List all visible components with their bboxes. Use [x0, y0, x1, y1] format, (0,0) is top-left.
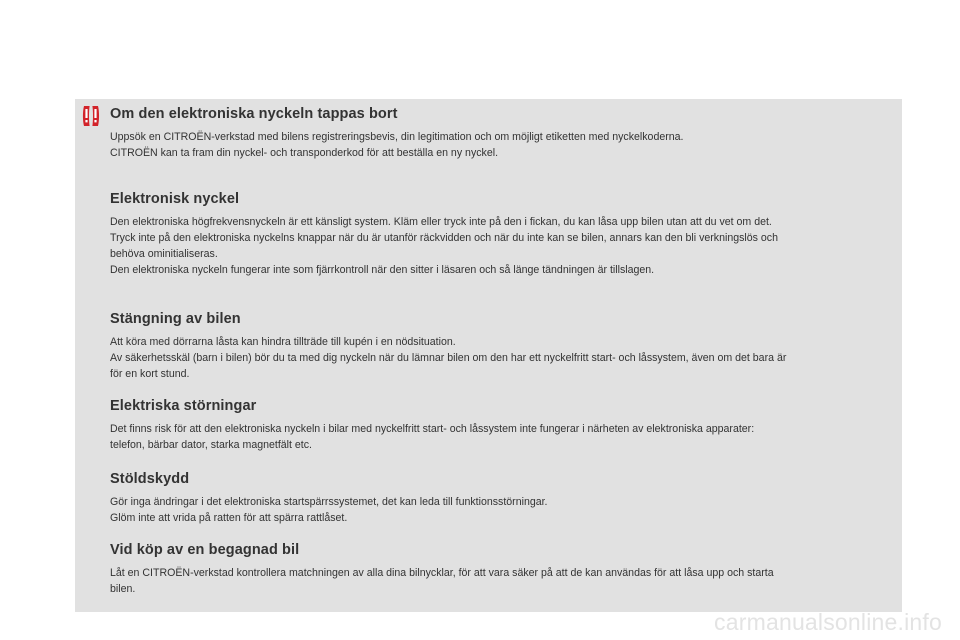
paragraph-line: CITROËN kan ta fram din nyckel- och transponderkod för att beställa en ny nyckel.: [110, 147, 499, 159]
section-heading: Elektronisk nyckel: [110, 191, 240, 207]
paragraph-line: för en kort stund.: [110, 368, 190, 380]
paragraph-line: Det finns risk för att den elektroniska nyckeln i bilar med nyckelfritt start- och låssystem inte fungerar i närheten av elektroniska apparater:: [110, 423, 755, 435]
section-used-car: [110, 542, 900, 597]
section-heading: Stängning av bilen: [110, 311, 241, 327]
section-lost-key: [110, 106, 900, 161]
paragraph-line: behöva ominitialiseras.: [110, 248, 218, 260]
paragraph-line: Gör inga ändringar i det elektroniska startspärrssystemet, det kan leda till funktionsstörningar.: [110, 496, 548, 508]
section-anti-theft: [110, 471, 900, 526]
paragraph-line: Den elektroniska högfrekvensnyckeln är ett känsligt system. Kläm eller tryck inte på den i fickan, du kan låsa upp bilen utan att du vet om det.: [110, 216, 772, 228]
warning-exclamation-icon: [82, 106, 100, 126]
watermark-text: carmanualsonline.info: [714, 609, 942, 635]
paragraph-line: Tryck inte på den elektroniska nyckelns knappar när du är utanför räckvidden och när du inte kan se bilen, annars kan den bli verkningslös och: [110, 232, 778, 244]
paragraph-line: telefon, bärbar dator, starka magnetfält etc.: [110, 439, 312, 451]
paragraph-line: Glöm inte att vrida på ratten för att spärra rattlåset.: [110, 512, 348, 524]
paragraph-line: Att köra med dörrarna låsta kan hindra tillträde till kupén i en nödsituation.: [110, 336, 456, 348]
section-locking: [110, 311, 900, 382]
section-heading: Stöldskydd: [110, 471, 190, 487]
paragraph-line: Uppsök en CITROËN-verkstad med bilens registreringsbevis, din legitimation och om möjligt etiketten med nyckelkoderna.: [110, 131, 684, 143]
paragraph-line: bilen.: [110, 583, 136, 595]
paragraph-line: Den elektroniska nyckeln fungerar inte som fjärrkontroll när den sitter i läsaren och så länge tändningen är tillslagen.: [110, 264, 655, 276]
section-electronic-key: [110, 191, 900, 278]
section-heading: Om den elektroniska nyckeln tappas bort: [110, 106, 398, 122]
paragraph-line: Av säkerhetsskäl (barn i bilen) bör du ta med dig nyckeln när du lämnar bilen om den har ett nyckelfritt start- och låssystem, även om det bara är: [110, 352, 787, 364]
section-heading: Vid köp av en begagnad bil: [110, 542, 300, 558]
section-heading: Elektriska störningar: [110, 398, 257, 414]
section-electrical-interference: [110, 398, 900, 453]
paragraph-line: Låt en CITROËN-verkstad kontrollera matchningen av alla dina bilnycklar, för att vara säker på att de kan användas för att låsa upp och starta: [110, 567, 774, 579]
